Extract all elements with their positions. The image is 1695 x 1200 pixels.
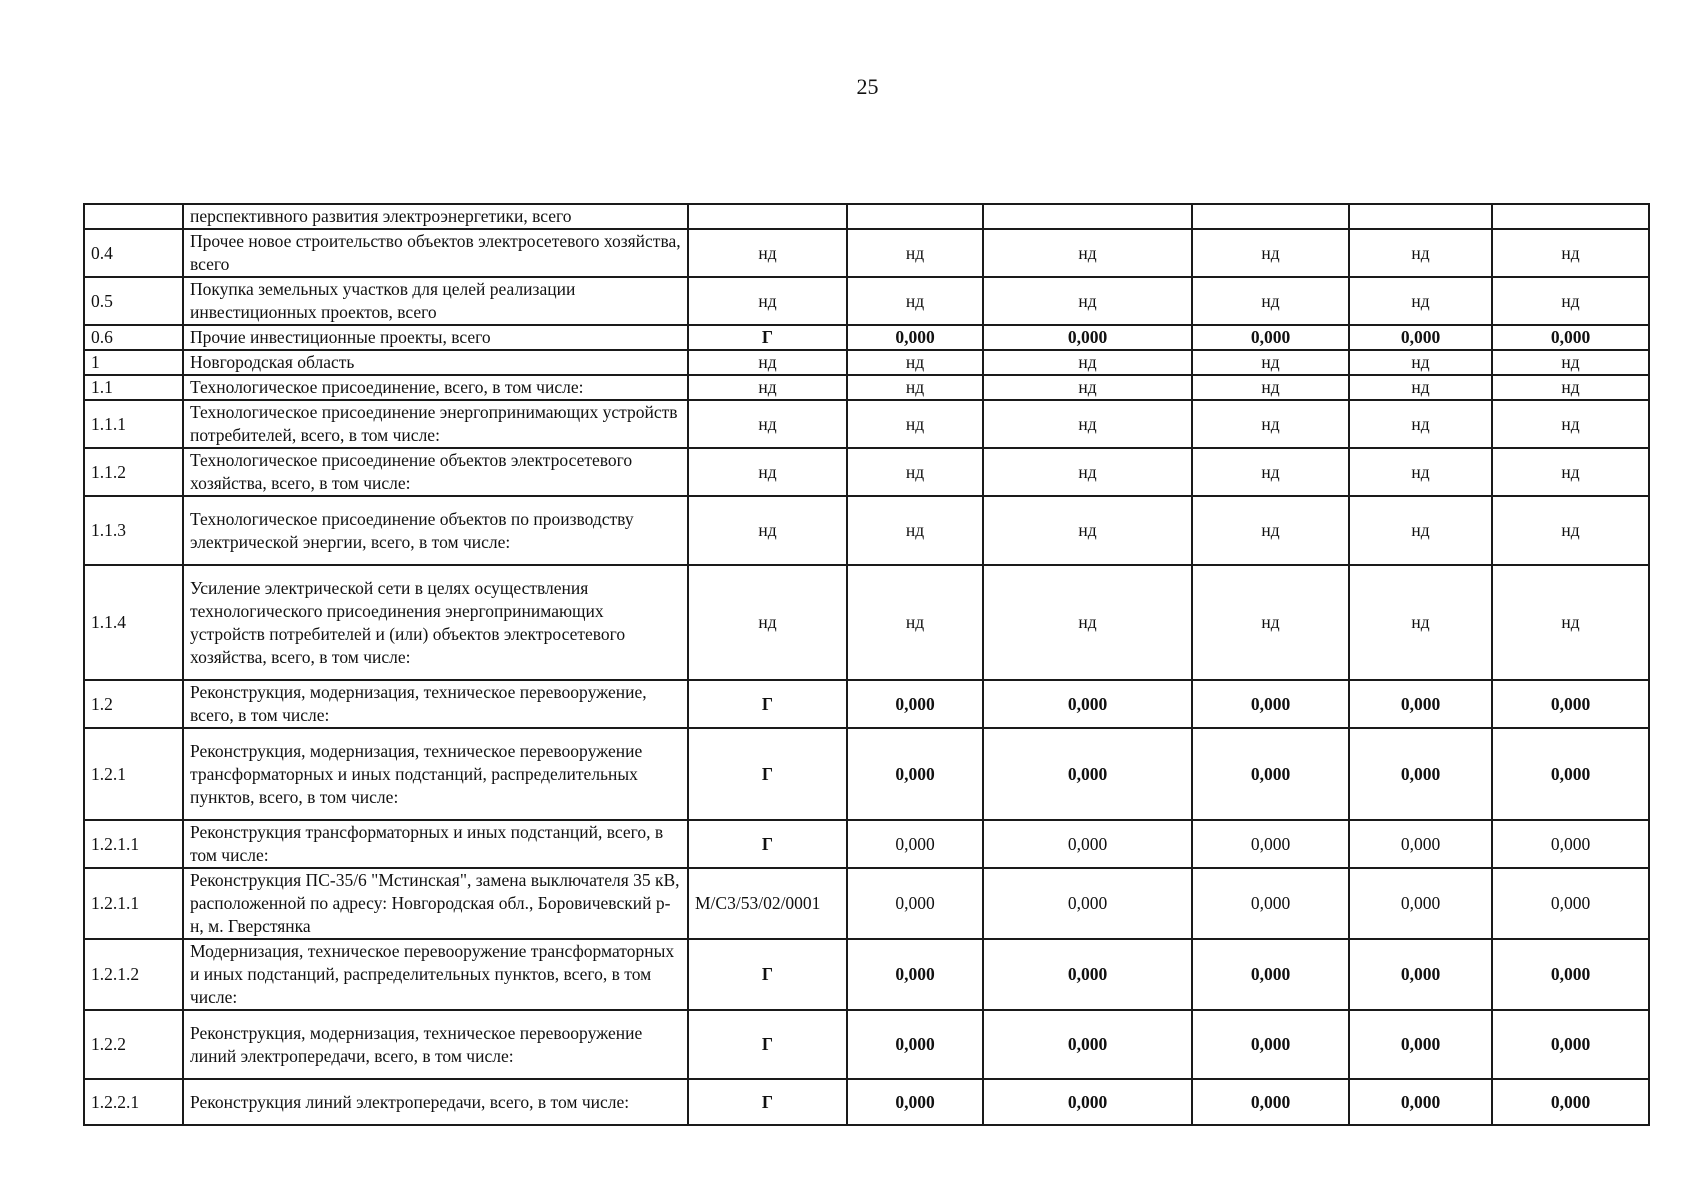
row-value: нд [1492, 496, 1649, 565]
row-value: 0,000 [983, 820, 1192, 868]
row-value: нд [983, 350, 1192, 375]
row-identifier: нд [688, 277, 847, 325]
row-value: нд [847, 400, 983, 448]
table-row [84, 448, 1649, 496]
row-value: нд [1192, 277, 1349, 325]
row-value: нд [983, 565, 1192, 680]
row-value: 0,000 [1192, 939, 1349, 1010]
table-row [84, 350, 1649, 375]
row-code: 1.2.1.2 [84, 939, 183, 1010]
row-value: нд [1192, 229, 1349, 277]
row-value: нд [1492, 375, 1649, 400]
row-value: нд [1192, 565, 1349, 680]
row-value: нд [1492, 448, 1649, 496]
row-identifier: нд [688, 565, 847, 680]
row-value: нд [1349, 448, 1492, 496]
row-value [847, 204, 983, 229]
table-body [84, 204, 1649, 1125]
row-value: нд [983, 229, 1192, 277]
row-name: Технологическое присоединение, всего, в том числе: [183, 375, 688, 400]
row-value: нд [847, 375, 983, 400]
row-value: нд [983, 448, 1192, 496]
row-code: 1.1.4 [84, 565, 183, 680]
row-value: 0,000 [847, 939, 983, 1010]
row-value: 0,000 [1349, 939, 1492, 1010]
row-code: 1.2.2 [84, 1010, 183, 1079]
table-row [84, 565, 1649, 680]
row-value: нд [1492, 565, 1649, 680]
row-value: 0,000 [1492, 728, 1649, 820]
row-name: Реконструкция трансформаторных и иных подстанций, всего, в том числе: [183, 820, 688, 868]
row-code: 1.1.1 [84, 400, 183, 448]
row-value: нд [1192, 496, 1349, 565]
row-code: 1.2 [84, 680, 183, 728]
row-value: 0,000 [1349, 325, 1492, 350]
row-value: 0,000 [983, 680, 1192, 728]
row-name: Реконструкция, модернизация, техническое перевооружение линий электропередачи, всего, в том числе: [183, 1010, 688, 1079]
row-value: 0,000 [1492, 1010, 1649, 1079]
row-value: нд [847, 229, 983, 277]
row-name: Реконструкция, модернизация, техническое перевооружение трансформаторных и иных подстанций, распределительных пунктов, всего, в том числе: [183, 728, 688, 820]
row-name: Усиление электрической сети в целях осуществления технологического присоединения энергопринимающих устройств потребителей и (или) объектов электросетевого хозяйства, всего, в том числе: [183, 565, 688, 680]
row-name: Модернизация, техническое перевооружение трансформаторных и иных подстанций, распределительных пунктов, всего, в том числе: [183, 939, 688, 1010]
row-value: нд [983, 400, 1192, 448]
row-name: Прочее новое строительство объектов электросетевого хозяйства, всего [183, 229, 688, 277]
table-row [84, 496, 1649, 565]
table-row [84, 680, 1649, 728]
row-value: 0,000 [1349, 1079, 1492, 1125]
row-value: 0,000 [1192, 868, 1349, 939]
row-value: 0,000 [983, 868, 1192, 939]
row-value: нд [1349, 277, 1492, 325]
investment-table [83, 203, 1650, 1126]
table-row [84, 229, 1649, 277]
row-identifier: Г [688, 939, 847, 1010]
row-value: 0,000 [983, 1079, 1192, 1125]
row-value: 0,000 [1492, 680, 1649, 728]
row-value: 0,000 [983, 325, 1192, 350]
row-name: Новгородская область [183, 350, 688, 375]
row-identifier: Г [688, 1079, 847, 1125]
table-row [84, 375, 1649, 400]
row-code: 1.2.2.1 [84, 1079, 183, 1125]
row-code [84, 204, 183, 229]
row-value: нд [1492, 350, 1649, 375]
row-code: 1.1.3 [84, 496, 183, 565]
row-value: нд [1492, 277, 1649, 325]
row-value: нд [983, 277, 1192, 325]
row-value: 0,000 [983, 939, 1192, 1010]
row-value: 0,000 [1492, 868, 1649, 939]
row-value: 0,000 [1492, 1079, 1649, 1125]
row-value: нд [1192, 448, 1349, 496]
row-value: 0,000 [1349, 868, 1492, 939]
row-value: нд [847, 448, 983, 496]
row-code: 1.2.1.1 [84, 868, 183, 939]
row-name: Технологическое присоединение энергопринимающих устройств потребителей, всего, в том числе: [183, 400, 688, 448]
row-identifier: Г [688, 820, 847, 868]
row-identifier: нд [688, 496, 847, 565]
row-value: 0,000 [847, 868, 983, 939]
row-value [1192, 204, 1349, 229]
row-identifier: M/C3/53/02/0001 [688, 868, 847, 939]
table-row [84, 1010, 1649, 1079]
row-value: 0,000 [1492, 325, 1649, 350]
table-row [84, 820, 1649, 868]
row-code: 0.6 [84, 325, 183, 350]
row-identifier: нд [688, 448, 847, 496]
row-identifier: нд [688, 375, 847, 400]
row-value: 0,000 [983, 1010, 1192, 1079]
row-identifier: Г [688, 680, 847, 728]
row-identifier: Г [688, 1010, 847, 1079]
table-row [84, 1079, 1649, 1125]
row-value: 0,000 [847, 728, 983, 820]
row-value: 0,000 [1349, 820, 1492, 868]
row-value: 0,000 [847, 820, 983, 868]
table-row [84, 939, 1649, 1010]
row-value: нд [1349, 229, 1492, 277]
row-name: Прочие инвестиционные проекты, всего [183, 325, 688, 350]
row-value: 0,000 [1192, 1079, 1349, 1125]
row-name: Реконструкция линий электропередачи, всего, в том числе: [183, 1079, 688, 1125]
row-code: 1 [84, 350, 183, 375]
row-code: 1.2.1 [84, 728, 183, 820]
row-identifier: Г [688, 728, 847, 820]
row-name: перспективного развития электроэнергетики, всего [183, 204, 688, 229]
table-row [84, 325, 1649, 350]
row-code: 0.4 [84, 229, 183, 277]
row-value: нд [1349, 400, 1492, 448]
row-value: 0,000 [1492, 820, 1649, 868]
row-name: Технологическое присоединение объектов электросетевого хозяйства, всего, в том числе: [183, 448, 688, 496]
row-name: Технологическое присоединение объектов по производству электрической энергии, всего, в том числе: [183, 496, 688, 565]
row-value: 0,000 [1349, 680, 1492, 728]
row-value: 0,000 [1492, 939, 1649, 1010]
row-code: 1.1.2 [84, 448, 183, 496]
row-value: 0,000 [847, 1079, 983, 1125]
row-code: 0.5 [84, 277, 183, 325]
row-value: 0,000 [1192, 325, 1349, 350]
page-number: 25 [856, 74, 879, 99]
row-value: 0,000 [1192, 680, 1349, 728]
row-value: 0,000 [847, 325, 983, 350]
row-value: 0,000 [847, 1010, 983, 1079]
row-value: нд [847, 565, 983, 680]
row-value [1492, 204, 1649, 229]
row-value: 0,000 [1192, 820, 1349, 868]
table-row [84, 277, 1649, 325]
row-identifier: нд [688, 229, 847, 277]
row-value: нд [1349, 496, 1492, 565]
row-identifier: Г [688, 325, 847, 350]
row-value: 0,000 [847, 680, 983, 728]
row-name: Реконструкция, модернизация, техническое перевооружение, всего, в том числе: [183, 680, 688, 728]
row-value [983, 204, 1192, 229]
row-value: нд [1349, 565, 1492, 680]
row-identifier: нд [688, 350, 847, 375]
row-name: Реконструкция ПС-35/6 "Мстинская", замена выключателя 35 кВ, расположенной по адресу: Новгородская обл., Боровичевский р-н, м. Гверстянка [183, 868, 688, 939]
row-identifier: нд [688, 400, 847, 448]
row-value: нд [847, 496, 983, 565]
row-value: 0,000 [983, 728, 1192, 820]
row-value: нд [847, 350, 983, 375]
row-code: 1.2.1.1 [84, 820, 183, 868]
row-value: нд [1192, 375, 1349, 400]
row-value: нд [1192, 350, 1349, 375]
row-value: 0,000 [1349, 1010, 1492, 1079]
row-code: 1.1 [84, 375, 183, 400]
table-row [84, 400, 1649, 448]
row-value: 0,000 [1349, 728, 1492, 820]
row-identifier [688, 204, 847, 229]
row-value: нд [983, 496, 1192, 565]
row-value: нд [1349, 375, 1492, 400]
row-name: Покупка земельных участков для целей реализации инвестиционных проектов, всего [183, 277, 688, 325]
row-value: нд [847, 277, 983, 325]
row-value: нд [1192, 400, 1349, 448]
row-value: нд [983, 375, 1192, 400]
table-row [84, 868, 1649, 939]
row-value: нд [1349, 350, 1492, 375]
row-value: 0,000 [1192, 728, 1349, 820]
table-row [84, 204, 1649, 229]
table-row [84, 728, 1649, 820]
row-value: нд [1492, 400, 1649, 448]
row-value [1349, 204, 1492, 229]
row-value: 0,000 [1192, 1010, 1349, 1079]
row-value: нд [1492, 229, 1649, 277]
